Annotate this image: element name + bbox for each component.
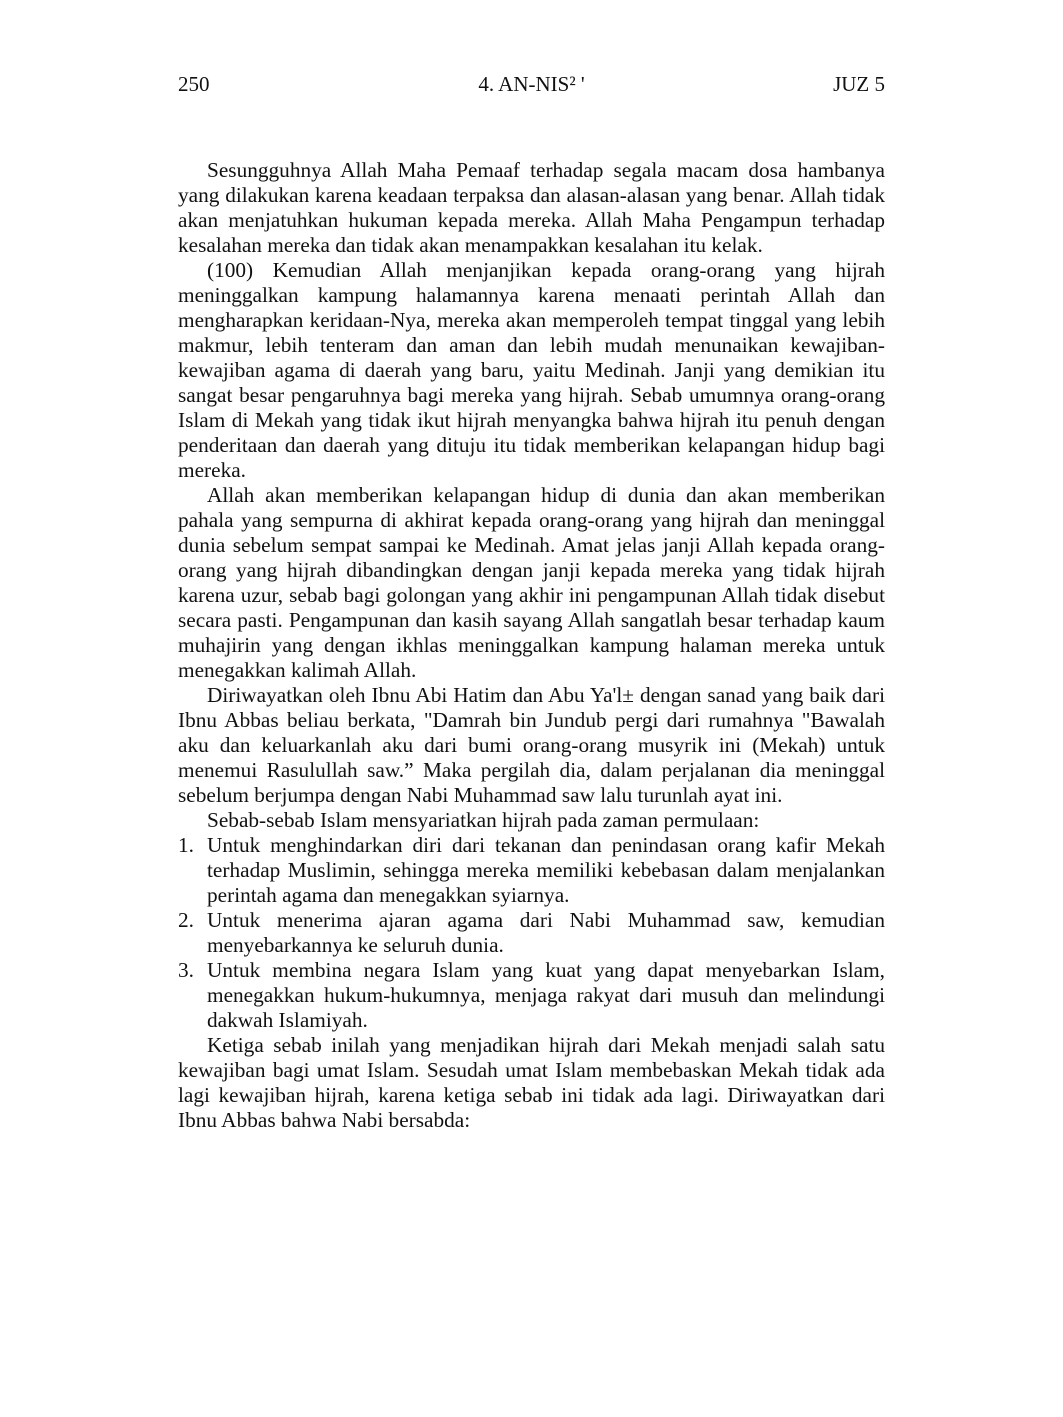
list-item: [178, 958, 885, 1033]
list-number: 1.: [178, 833, 194, 857]
juz-label: JUZ 5: [833, 72, 885, 96]
list-item: [178, 908, 885, 958]
paragraph-verse-100: (100) Kemudian Allah menjanjikan kepada orang-orang yang hijrah meninggalkan kampung halamannya karena menaati perintah Allah dan mengharapkan keridaan-Nya, mereka akan memperoleh tempat tinggal yang lebih makmur, lebih tenteram dan aman dan lebih mudah menunaikan kewajiban-kewajiban agama di daerah yang baru, yaitu Medinah. Janji yang demikian itu sangat besar pengaruhnya bagi mereka yang hijrah. Sebab umumnya orang-orang Islam di Mekah yang tidak ikut hijrah menyangka bahwa hijrah itu penuh dengan penderitaan dan daerah yang dituju itu tidak memberikan kelapangan hidup bagi mereka.: [178, 258, 885, 482]
main-text: [178, 158, 885, 1133]
list-item: [178, 833, 885, 908]
chapter-title: 4. AN-NIS² ': [478, 72, 585, 96]
page-header: [178, 70, 885, 98]
paragraph-narration: Diriwayatkan oleh Ibnu Abi Hatim dan Abu Ya'l± dengan sanad yang baik dari Ibnu Abbas beliau berkata, "Damrah bin Jundub pergi dari rumahnya "Bawalah aku dan keluarkanlah aku dari bumi orang-orang musyrik ini (Mekah) untuk menemui Rasulullah saw.” Maka pergilah dia, dalam perjalanan dia meninggal sebelum berjumpa dengan Nabi Muhammad saw lalu turunlah ayat ini.: [178, 683, 885, 807]
page-number: 250: [178, 72, 210, 96]
reasons-list: [178, 833, 885, 1033]
paragraph-reward: Allah akan memberikan kelapangan hidup di dunia dan akan memberikan pahala yang sempurna di akhirat kepada orang-orang yang hijrah dan meninggal dunia sebelum sempat sampai ke Medinah. Amat jelas janji Allah kepada orang-orang yang hijrah dibandingkan dengan janji kepada mereka yang tidak hijrah karena uzur, sebab bagi golongan yang akhir ini pengampunan Allah tidak disebut secara pasti. Pengampunan dan kasih sayang Allah sangatlah besar terhadap kaum muhajirin yang dengan ikhlas meninggalkan kampung halaman mereka untuk menegakkan kalimah Allah.: [178, 483, 885, 682]
paragraph-list-intro: Sebab-sebab Islam mensyariatkan hijrah pada zaman permulaan:: [207, 808, 760, 832]
list-text: Untuk menghindarkan diri dari tekanan dan penindasan orang kafir Mekah terhadap Muslimin, sehingga mereka memiliki kebebasan dalam menjalankan perintah agama dan menegakkan syiarnya.: [207, 833, 885, 907]
paragraph-forgiveness: Sesungguhnya Allah Maha Pemaaf terhadap segala macam dosa hambanya yang dilakukan karena keadaan terpaksa dan alasan-alasan yang benar. Allah tidak akan menjatuhkan hukuman kepada mereka. Allah Maha Pengampun terhadap kesalahan mereka dan tidak akan menampakkan kesalahan itu kelak.: [178, 158, 885, 257]
list-text: Untuk membina negara Islam yang kuat yang dapat menyebarkan Islam, menegakkan hukum-hukumnya, menjaga rakyat dari musuh dan melindungi dakwah Islamiyah.: [207, 958, 885, 1032]
list-number: 3.: [178, 958, 194, 982]
list-text: Untuk menerima ajaran agama dari Nabi Muhammad saw, kemudian menyebarkannya ke seluruh dunia.: [207, 908, 885, 957]
list-number: 2.: [178, 908, 194, 932]
paragraph-conclusion: Ketiga sebab inilah yang menjadikan hijrah dari Mekah menjadi salah satu kewajiban bagi umat Islam. Sesudah umat Islam membebaskan Mekah tidak ada lagi kewajiban hijrah, karena ketiga sebab ini tidak ada lagi. Diriwayatkan dari Ibnu Abbas bahwa Nabi bersabda:: [178, 1033, 885, 1132]
